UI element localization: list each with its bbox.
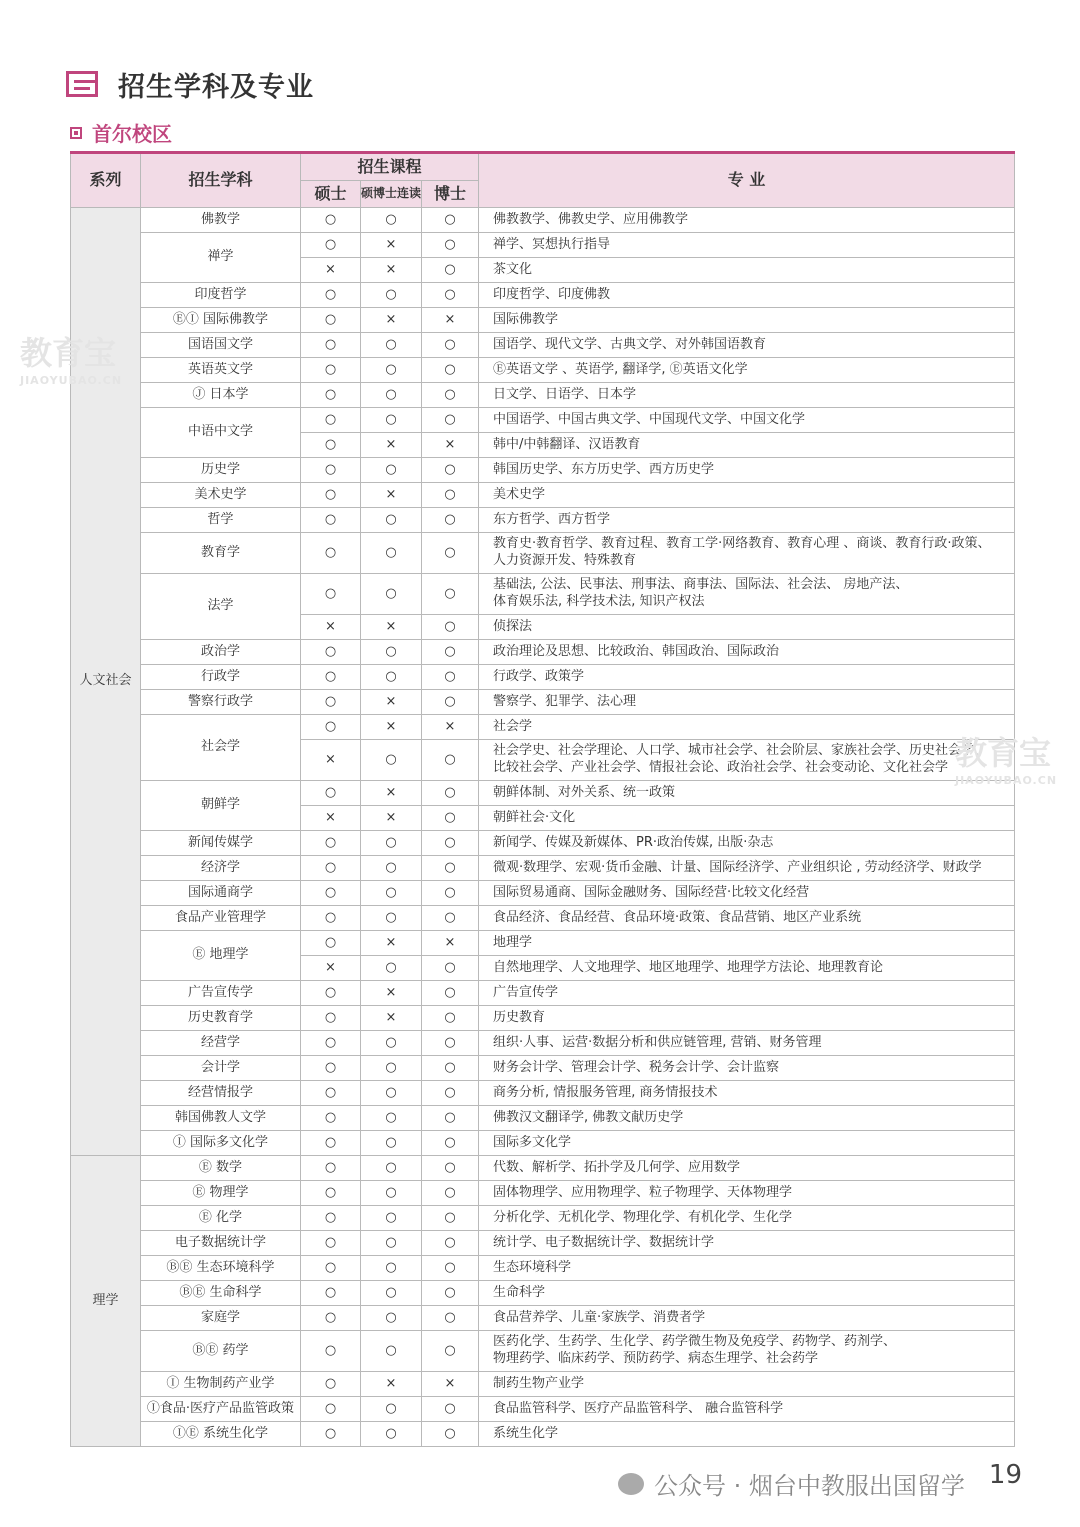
doctor-mark: ○ (422, 383, 479, 408)
major-cell: 日文学、日语学、日本学 (479, 383, 1015, 408)
table-row (71, 856, 1015, 881)
combined-mark: ○ (361, 1206, 422, 1231)
subject-cell: Ⓘ食品·医疗产品监管政策 (141, 1397, 301, 1422)
subject-cell: 会计学 (141, 1056, 301, 1081)
subject-cell: 经营学 (141, 1031, 301, 1056)
doctor-mark: ○ (422, 1206, 479, 1231)
doctor-mark: ○ (422, 881, 479, 906)
doctor-mark: ○ (422, 806, 479, 831)
master-mark: × (301, 956, 361, 981)
subject-cell: 经营情报学 (141, 1081, 301, 1106)
doctor-mark: ○ (422, 781, 479, 806)
doctor-mark: ○ (422, 1006, 479, 1031)
table-row (71, 574, 1015, 615)
header-major: 专 业 (479, 153, 1015, 208)
major-cell: 韩国历史学、东方历史学、西方历史学 (479, 458, 1015, 483)
doctor-mark: ○ (422, 408, 479, 433)
combined-mark: ○ (361, 640, 422, 665)
doctor-mark: ○ (422, 1081, 479, 1106)
doctor-mark: ○ (422, 258, 479, 283)
header-subject: 招生学科 (141, 153, 301, 208)
major-cell: 社会学 (479, 715, 1015, 740)
master-mark: ○ (301, 981, 361, 1006)
combined-mark: ○ (361, 1156, 422, 1181)
major-cell: 国语学、现代文学、古典文学、对外韩国语教育 (479, 333, 1015, 358)
subject-cell: Ⓔ 地理学 (141, 931, 301, 981)
subject-cell: 韩国佛教人文学 (141, 1106, 301, 1131)
combined-mark: × (361, 233, 422, 258)
doctor-mark: ○ (422, 208, 479, 233)
doctor-mark: × (422, 1372, 479, 1397)
subject-cell: 美术史学 (141, 483, 301, 508)
subject-cell: 朝鲜学 (141, 781, 301, 831)
major-cell: 组织·人事、运营·数据分析和供应链管理, 营销、财务管理 (479, 1031, 1015, 1056)
table-row (71, 458, 1015, 483)
doctor-mark: ○ (422, 856, 479, 881)
combined-mark: × (361, 806, 422, 831)
major-cell: 佛教教学、佛教史学、应用佛教学 (479, 208, 1015, 233)
footer-channel (618, 1466, 965, 1501)
major-cell: 食品监管科学、医疗产品监管科学、 融合监管科学 (479, 1397, 1015, 1422)
master-mark: ○ (301, 715, 361, 740)
square-bullet-icon (70, 127, 82, 139)
table-row (71, 533, 1015, 574)
doctor-mark: × (422, 433, 479, 458)
combined-mark: × (361, 781, 422, 806)
campus-heading (70, 118, 172, 147)
combined-mark: × (361, 690, 422, 715)
master-mark: ○ (301, 1181, 361, 1206)
master-mark: ○ (301, 433, 361, 458)
combined-mark: ○ (361, 740, 422, 781)
combined-mark: ○ (361, 383, 422, 408)
subject-cell: 历史教育学 (141, 1006, 301, 1031)
major-cell: 系统生化学 (479, 1422, 1015, 1447)
combined-mark: ○ (361, 1231, 422, 1256)
master-mark: ○ (301, 1081, 361, 1106)
doctor-mark: ○ (422, 1056, 479, 1081)
combined-mark: ○ (361, 881, 422, 906)
table-row (71, 981, 1015, 1006)
major-cell: 社会学史、社会学理论、人口学、城市社会学、社会阶层、家族社会学、历史社会学、 比较社会学、产业社会学、情报社会论、政治社会学、社会变动论、文化社会学 (479, 740, 1015, 781)
page-title: 招生学科及专业 (118, 71, 314, 103)
page-title-row (66, 66, 314, 102)
doctor-mark: ○ (422, 333, 479, 358)
combined-mark: ○ (361, 1181, 422, 1206)
table-row (71, 383, 1015, 408)
doctor-mark: ○ (422, 483, 479, 508)
major-cell: 禅学、冥想执行指导 (479, 233, 1015, 258)
master-mark: ○ (301, 283, 361, 308)
combined-mark: × (361, 483, 422, 508)
doctor-mark: ○ (422, 358, 479, 383)
major-cell: 美术史学 (479, 483, 1015, 508)
combined-mark: ○ (361, 1281, 422, 1306)
table-row (71, 1422, 1015, 1447)
master-mark: ○ (301, 1056, 361, 1081)
subject-cell: 社会学 (141, 715, 301, 781)
major-cell: 自然地理学、人文地理学、地区地理学、地理学方法论、地理教育论 (479, 956, 1015, 981)
doctor-mark: ○ (422, 508, 479, 533)
doctor-mark: × (422, 308, 479, 333)
major-cell: 佛教汉文翻译学, 佛教文献历史学 (479, 1106, 1015, 1131)
table-row (71, 1181, 1015, 1206)
doctor-mark: ○ (422, 1181, 479, 1206)
subject-cell: ⒾⒺ 系统生化学 (141, 1422, 301, 1447)
doctor-mark: ○ (422, 1256, 479, 1281)
table-row (71, 1156, 1015, 1181)
table-row (71, 1031, 1015, 1056)
combined-mark: ○ (361, 1031, 422, 1056)
master-mark: ○ (301, 781, 361, 806)
subject-cell: 家庭学 (141, 1306, 301, 1331)
master-mark: ○ (301, 856, 361, 881)
table-row (71, 690, 1015, 715)
major-cell: 韩中/中韩翻译、汉语教育 (479, 433, 1015, 458)
master-mark: ○ (301, 1206, 361, 1231)
table-row (71, 208, 1015, 233)
table-row (71, 931, 1015, 956)
master-mark: × (301, 615, 361, 640)
table-row (71, 233, 1015, 258)
major-cell: 代数、解析学、拓扑学及几何学、应用数学 (479, 1156, 1015, 1181)
master-mark: ○ (301, 358, 361, 383)
major-cell: 广告宣传学 (479, 981, 1015, 1006)
doctor-mark: ○ (422, 283, 479, 308)
subject-cell: ⒷⒺ 药学 (141, 1331, 301, 1372)
combined-mark: ○ (361, 1256, 422, 1281)
major-cell: 行政学、政策学 (479, 665, 1015, 690)
doctor-mark: ○ (422, 458, 479, 483)
master-mark: ○ (301, 665, 361, 690)
major-cell: 朝鲜社会·文化 (479, 806, 1015, 831)
doctor-mark: ○ (422, 1031, 479, 1056)
subject-cell: 中语中文学 (141, 408, 301, 458)
major-cell: 微观·数理学、宏观·货币金融、计量、国际经济学、产业组织论 , 劳动经济学、财政学 (479, 856, 1015, 881)
table-row (71, 1306, 1015, 1331)
combined-mark: ○ (361, 333, 422, 358)
combined-mark: ○ (361, 956, 422, 981)
master-mark: ○ (301, 333, 361, 358)
major-cell: 基础法, 公法、民事法、刑事法、商事法、国际法、社会法、 房地产法、 体育娱乐法, 科学技术法, 知识产权法 (479, 574, 1015, 615)
combined-mark: ○ (361, 831, 422, 856)
table-row (71, 1231, 1015, 1256)
major-cell: 朝鲜体制、对外关系、统一政策 (479, 781, 1015, 806)
doctor-mark: ○ (422, 981, 479, 1006)
master-mark: ○ (301, 1306, 361, 1331)
subject-cell: 电子数据统计学 (141, 1231, 301, 1256)
doctor-mark: ○ (422, 1106, 479, 1131)
combined-mark: ○ (361, 1056, 422, 1081)
subject-cell: 警察行政学 (141, 690, 301, 715)
master-mark: ○ (301, 483, 361, 508)
master-mark: ○ (301, 383, 361, 408)
subject-cell: 禅学 (141, 233, 301, 283)
table-row (71, 1256, 1015, 1281)
table-row (71, 483, 1015, 508)
doctor-mark: ○ (422, 1422, 479, 1447)
major-cell: 财务会计学、管理会计学、税务会计学、会计监察 (479, 1056, 1015, 1081)
master-mark: ○ (301, 831, 361, 856)
table-row (71, 408, 1015, 433)
master-mark: ○ (301, 233, 361, 258)
combined-mark: ○ (361, 1331, 422, 1372)
page-number: 19 (988, 1460, 1022, 1490)
master-mark: ○ (301, 640, 361, 665)
table-row (71, 358, 1015, 383)
table-row (71, 781, 1015, 806)
combined-mark: ○ (361, 1306, 422, 1331)
major-cell: 茶文化 (479, 258, 1015, 283)
doctor-mark: ○ (422, 665, 479, 690)
subject-cell: Ⓘ 生物制药产业学 (141, 1372, 301, 1397)
table-row (71, 1106, 1015, 1131)
master-mark: ○ (301, 1331, 361, 1372)
combined-mark: ○ (361, 358, 422, 383)
subject-cell: Ⓘ 国际多文化学 (141, 1131, 301, 1156)
major-cell: 制药生物产业学 (479, 1372, 1015, 1397)
majors-table (70, 151, 1015, 1447)
master-mark: × (301, 740, 361, 781)
master-mark: ○ (301, 1106, 361, 1131)
table-row (71, 308, 1015, 333)
master-mark: ○ (301, 1031, 361, 1056)
doctor-mark: ○ (422, 740, 479, 781)
table-row (71, 640, 1015, 665)
major-cell: 中国语学、中国古典文学、中国现代文学、中国文化学 (479, 408, 1015, 433)
doctor-mark: ○ (422, 1131, 479, 1156)
subject-cell: 经济学 (141, 856, 301, 881)
subject-cell: 哲学 (141, 508, 301, 533)
master-mark: ○ (301, 458, 361, 483)
combined-mark: × (361, 715, 422, 740)
table-row (71, 1397, 1015, 1422)
subject-cell: ⒷⒺ 生命科学 (141, 1281, 301, 1306)
major-cell: 印度哲学、印度佛教 (479, 283, 1015, 308)
master-mark: ○ (301, 1281, 361, 1306)
table-row (71, 1131, 1015, 1156)
major-cell: 生态环境科学 (479, 1256, 1015, 1281)
doctor-mark: ○ (422, 690, 479, 715)
table-row (71, 1056, 1015, 1081)
table-row (71, 1331, 1015, 1372)
major-cell: 商务分析, 情报服务管理, 商务情报技术 (479, 1081, 1015, 1106)
major-cell: 历史教育 (479, 1006, 1015, 1031)
table-row (71, 1081, 1015, 1106)
combined-mark: × (361, 433, 422, 458)
watermark-logo: 教育宝 JIAOYUBAO.CN (955, 734, 1058, 787)
master-mark: ○ (301, 1256, 361, 1281)
master-mark: ○ (301, 1231, 361, 1256)
doctor-mark: ○ (422, 533, 479, 574)
doctor-mark: × (422, 931, 479, 956)
master-mark: ○ (301, 308, 361, 333)
combined-mark: ○ (361, 283, 422, 308)
subject-cell: 政治学 (141, 640, 301, 665)
major-cell: 地理学 (479, 931, 1015, 956)
subject-cell: ⒺⒾ 国际佛教学 (141, 308, 301, 333)
combined-mark: ○ (361, 1397, 422, 1422)
subject-cell: 广告宣传学 (141, 981, 301, 1006)
subject-cell: 印度哲学 (141, 283, 301, 308)
table-row (71, 1281, 1015, 1306)
doctor-mark: ○ (422, 906, 479, 931)
major-cell: 固体物理学、应用物理学、粒子物理学、天体物理学 (479, 1181, 1015, 1206)
footer-channel-text: 公众号 · 烟台中教服出国留学 (654, 1472, 965, 1500)
table-row (71, 831, 1015, 856)
header-combined: 硕博士连读 (361, 181, 422, 208)
table-row (71, 881, 1015, 906)
campus-title: 首尔校区 (92, 122, 172, 146)
subject-cell: Ⓔ 物理学 (141, 1181, 301, 1206)
subject-cell: Ⓙ 日本学 (141, 383, 301, 408)
major-cell: 警察学、犯罪学、法心理 (479, 690, 1015, 715)
master-mark: ○ (301, 208, 361, 233)
doctor-mark: ○ (422, 1397, 479, 1422)
major-cell: 统计学、电子数据统计学、数据统计学 (479, 1231, 1015, 1256)
doctor-mark: ○ (422, 1156, 479, 1181)
combined-mark: × (361, 615, 422, 640)
combined-mark: ○ (361, 458, 422, 483)
table-row (71, 1372, 1015, 1397)
master-mark: ○ (301, 1422, 361, 1447)
master-mark: ○ (301, 574, 361, 615)
combined-mark: ○ (361, 508, 422, 533)
major-cell: 国际多文化学 (479, 1131, 1015, 1156)
major-cell: 食品营养学、儿童·家族学、消费者学 (479, 1306, 1015, 1331)
wechat-icon (618, 1473, 644, 1495)
subject-cell: 历史学 (141, 458, 301, 483)
major-cell: 侦探法 (479, 615, 1015, 640)
major-cell: 国际贸易通商、国际金融财务、国际经营·比较文化经营 (479, 881, 1015, 906)
doctor-mark: ○ (422, 1231, 479, 1256)
master-mark: ○ (301, 931, 361, 956)
combined-mark: ○ (361, 1131, 422, 1156)
major-cell: 东方哲学、西方哲学 (479, 508, 1015, 533)
doctor-mark: ○ (422, 956, 479, 981)
major-cell: 医药化学、生药学、生化学、药学微生物及免疫学、药物学、药剂学、 物理药学、临床药学、预防药学、病态生理学、社会药学 (479, 1331, 1015, 1372)
combined-mark: ○ (361, 1081, 422, 1106)
doctor-mark: ○ (422, 1281, 479, 1306)
subject-cell: Ⓔ 数学 (141, 1156, 301, 1181)
subject-cell: 法学 (141, 574, 301, 640)
combined-mark: ○ (361, 856, 422, 881)
master-mark: × (301, 258, 361, 283)
master-mark: ○ (301, 533, 361, 574)
subject-cell: 行政学 (141, 665, 301, 690)
major-cell: 国际佛教学 (479, 308, 1015, 333)
combined-mark: × (361, 931, 422, 956)
header-master: 硕士 (301, 181, 361, 208)
combined-mark: ○ (361, 208, 422, 233)
combined-mark: ○ (361, 1106, 422, 1131)
major-cell: 食品经济、食品经营、食品环境·政策、食品营销、地区产业系统 (479, 906, 1015, 931)
master-mark: ○ (301, 1372, 361, 1397)
subject-cell: ⒷⒺ 生态环境科学 (141, 1256, 301, 1281)
master-mark: ○ (301, 906, 361, 931)
table-body (71, 208, 1015, 1447)
doctor-mark: ○ (422, 640, 479, 665)
header-series: 系列 (71, 153, 141, 208)
combined-mark: ○ (361, 574, 422, 615)
header-doctor: 博士 (422, 181, 479, 208)
table-row (71, 333, 1015, 358)
subject-cell: Ⓔ 化学 (141, 1206, 301, 1231)
master-mark: ○ (301, 1131, 361, 1156)
table-row (71, 1206, 1015, 1231)
watermark-logo: 教育宝 JIAOYUBAO.CN (20, 334, 123, 387)
document-icon (66, 69, 106, 99)
doctor-mark: × (422, 715, 479, 740)
subject-cell: 新闻传媒学 (141, 831, 301, 856)
combined-mark: × (361, 308, 422, 333)
major-cell: 生命科学 (479, 1281, 1015, 1306)
subject-cell: 佛教学 (141, 208, 301, 233)
table-row (71, 665, 1015, 690)
combined-mark: ○ (361, 408, 422, 433)
major-cell: Ⓔ英语文学 、英语学, 翻译学, Ⓔ英语文化学 (479, 358, 1015, 383)
combined-mark: ○ (361, 906, 422, 931)
table-row (71, 508, 1015, 533)
table-row (71, 715, 1015, 740)
series-cell: 理学 (71, 1156, 141, 1447)
major-cell: 政治理论及思想、比较政治、韩国政治、国际政治 (479, 640, 1015, 665)
doctor-mark: ○ (422, 1331, 479, 1372)
combined-mark: ○ (361, 1422, 422, 1447)
combined-mark: ○ (361, 533, 422, 574)
master-mark: ○ (301, 881, 361, 906)
table-row (71, 283, 1015, 308)
master-mark: ○ (301, 1156, 361, 1181)
major-cell: 分析化学、无机化学、物理化学、有机化学、生化学 (479, 1206, 1015, 1231)
major-cell: 教育史·教育哲学、教育过程、教育工学·网络教育、教育心理 、商谈、教育行政·政策、 人力资源开发、特殊教育 (479, 533, 1015, 574)
master-mark: × (301, 806, 361, 831)
table-row (71, 1006, 1015, 1031)
combined-mark: ○ (361, 665, 422, 690)
doctor-mark: ○ (422, 831, 479, 856)
table-row (71, 906, 1015, 931)
major-cell: 新闻学、传媒及新媒体、PR·政治传媒, 出版·杂志 (479, 831, 1015, 856)
subject-cell: 食品产业管理学 (141, 906, 301, 931)
doctor-mark: ○ (422, 233, 479, 258)
master-mark: ○ (301, 1006, 361, 1031)
master-mark: ○ (301, 690, 361, 715)
master-mark: ○ (301, 508, 361, 533)
doctor-mark: ○ (422, 574, 479, 615)
master-mark: ○ (301, 408, 361, 433)
subject-cell: 国际通商学 (141, 881, 301, 906)
combined-mark: × (361, 981, 422, 1006)
subject-cell: 英语英文学 (141, 358, 301, 383)
series-cell: 人文社会 (71, 208, 141, 1156)
header-courses: 招生课程 (301, 153, 479, 181)
doctor-mark: ○ (422, 1306, 479, 1331)
combined-mark: × (361, 1372, 422, 1397)
doctor-mark: ○ (422, 615, 479, 640)
combined-mark: × (361, 258, 422, 283)
master-mark: ○ (301, 1397, 361, 1422)
subject-cell: 国语国文学 (141, 333, 301, 358)
combined-mark: × (361, 1006, 422, 1031)
subject-cell: 教育学 (141, 533, 301, 574)
